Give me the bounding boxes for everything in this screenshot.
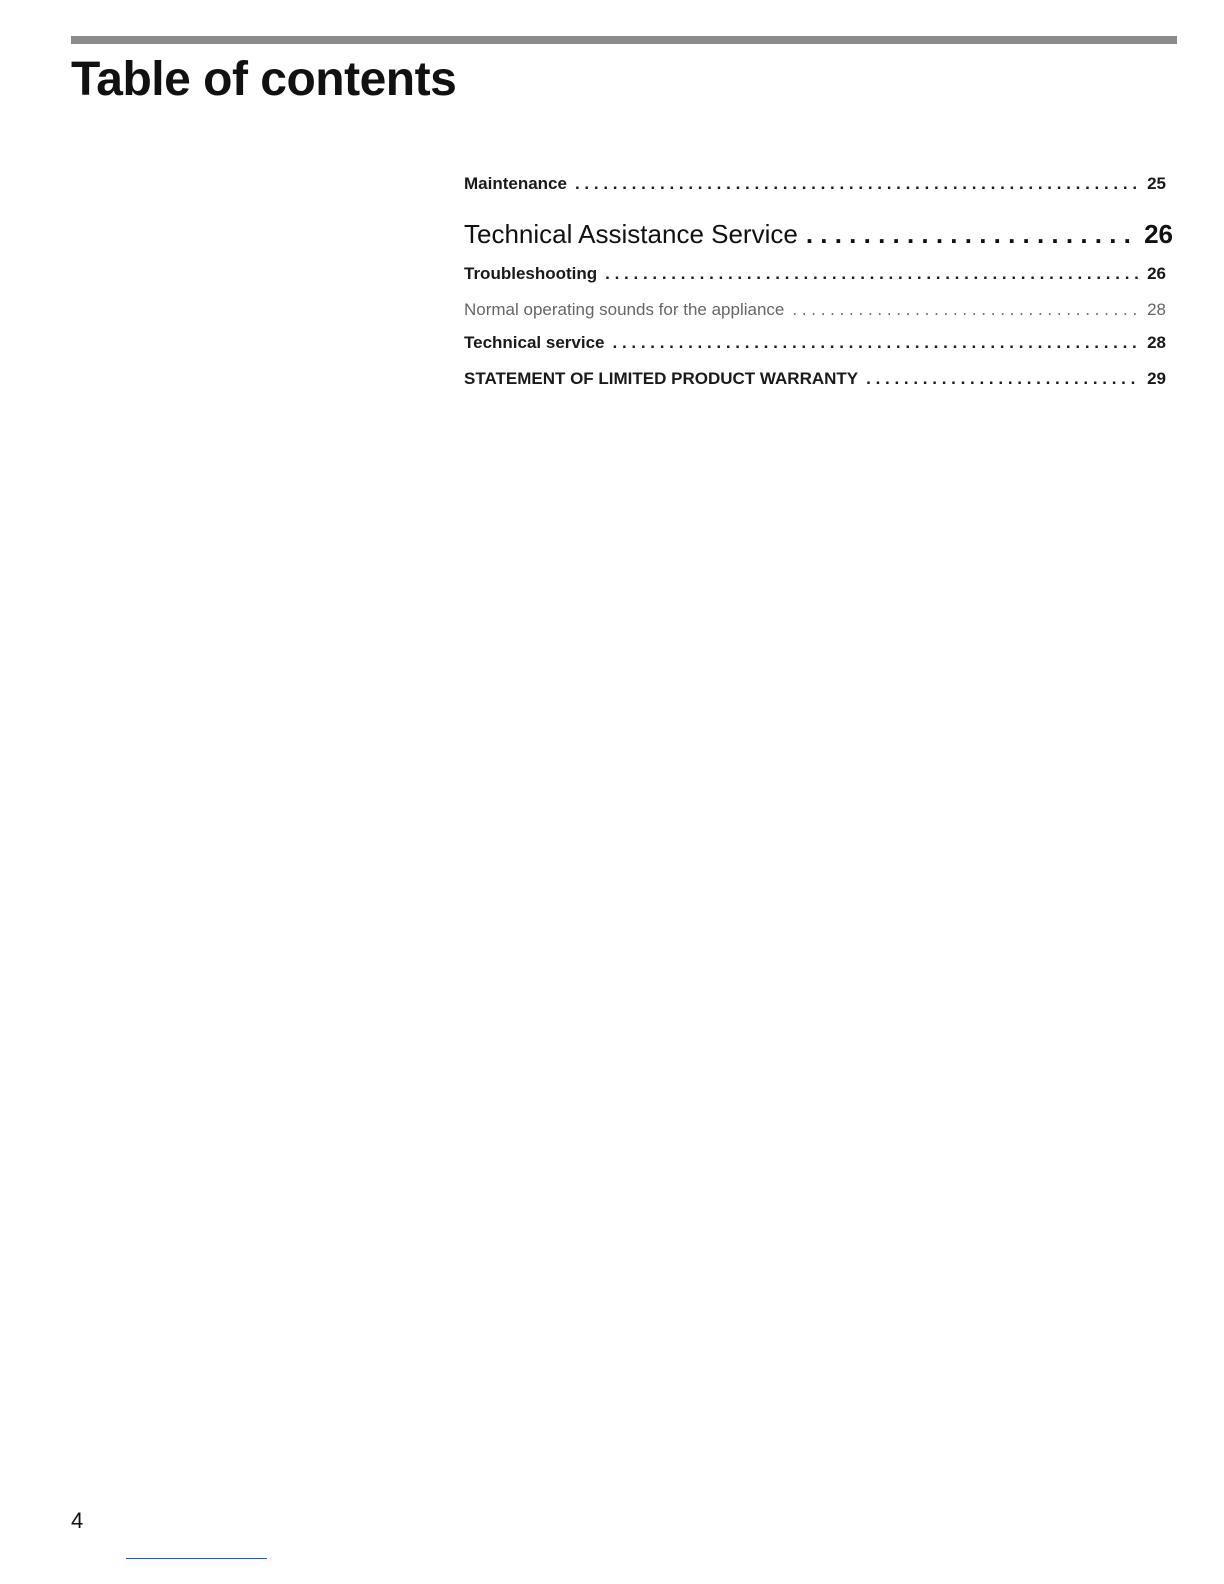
toc-entry-page: 26	[1147, 264, 1166, 283]
toc-entry-page: 29	[1147, 369, 1166, 388]
toc-entry-technical-service[interactable]	[464, 329, 1166, 357]
toc-entry-normal-operating-sounds[interactable]	[464, 292, 1166, 328]
table-of-contents	[464, 170, 1173, 393]
footer-line	[126, 1558, 267, 1559]
toc-entry-technical-assistance-service[interactable]	[464, 212, 1173, 256]
page-title: Table of contents	[71, 53, 457, 106]
toc-entry-label: STATEMENT OF LIMITED PRODUCT WARRANTY	[464, 369, 859, 388]
toc-dot-leader	[792, 292, 1139, 328]
toc-entry-label: Technical service	[464, 333, 605, 352]
toc-entry-warranty[interactable]	[464, 365, 1166, 393]
toc-dot-leader	[806, 212, 1136, 256]
toc-entry-page: 26	[1144, 219, 1173, 249]
page-number: 4	[71, 1508, 84, 1533]
toc-entry-troubleshooting[interactable]	[464, 260, 1166, 288]
toc-dot-leader	[575, 170, 1139, 198]
toc-entry-maintenance[interactable]	[464, 170, 1166, 198]
header-rule	[71, 36, 1177, 44]
toc-entry-label: Technical Assistance Service	[464, 219, 798, 249]
toc-dot-leader	[613, 329, 1140, 357]
toc-entry-page: 28	[1147, 333, 1166, 352]
toc-entry-label: Troubleshooting	[464, 264, 598, 283]
toc-dot-leader	[605, 260, 1139, 288]
toc-entry-page: 25	[1147, 174, 1166, 193]
toc-entry-label: Maintenance	[464, 174, 567, 193]
toc-entry-page: 28	[1147, 300, 1166, 319]
toc-entry-label: Normal operating sounds for the appliance	[464, 300, 785, 319]
toc-dot-leader	[866, 365, 1139, 393]
